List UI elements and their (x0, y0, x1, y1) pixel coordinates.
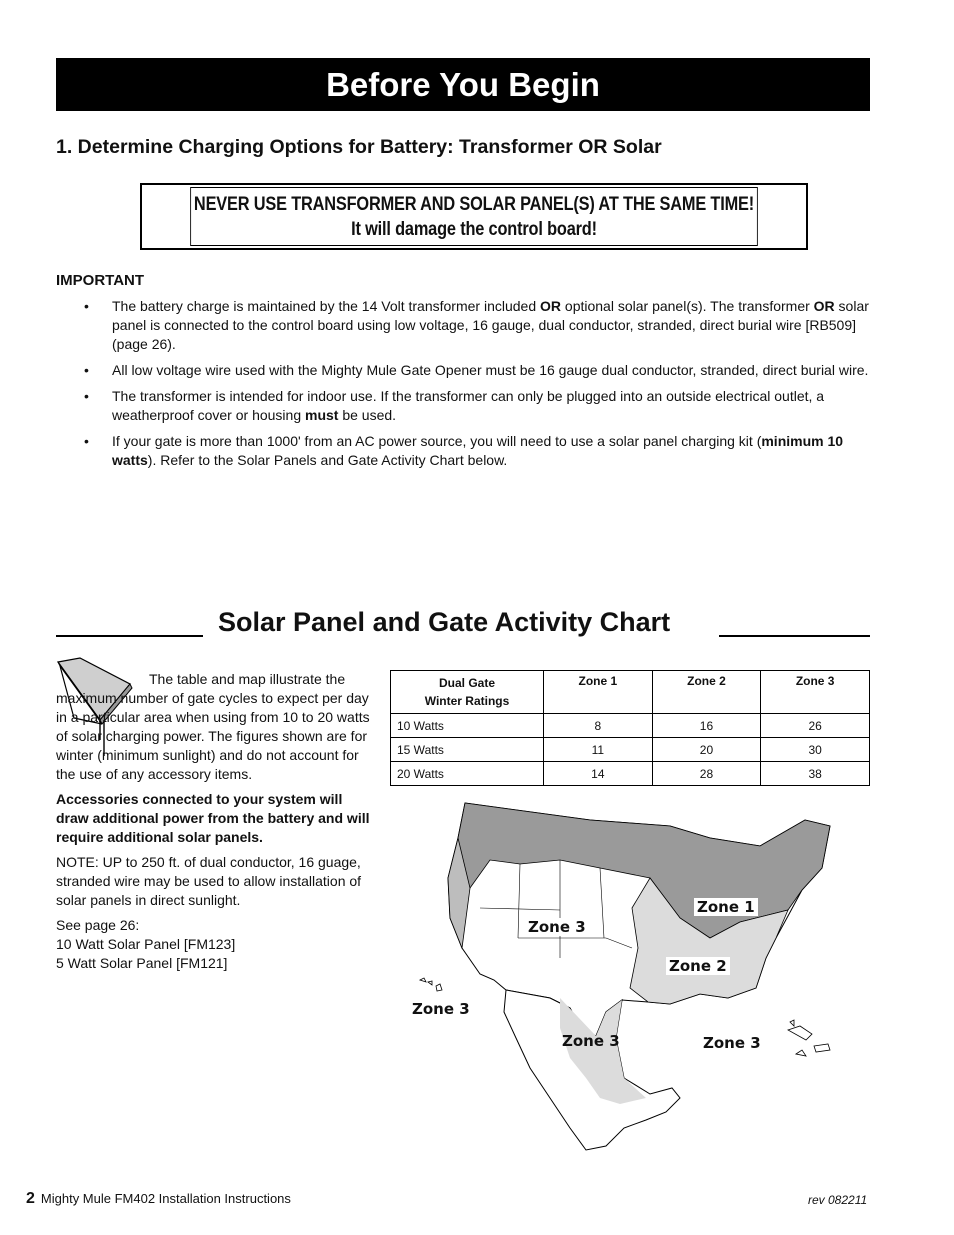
chart-description (56, 670, 374, 973)
divider (719, 635, 870, 637)
row-label: 20 Watts (391, 762, 544, 786)
footer-left (26, 1190, 291, 1208)
table-cell: 16 (652, 714, 761, 738)
chart-heading-text: Solar Panel and Gate Activity Chart (218, 607, 671, 637)
list-item: • The transformer is intended for indoor use. If the transformer can only be plugged into an outside electrical outlet, a weatherproof cover or housing must be used. (84, 388, 825, 423)
zone-3-label: Zone 3 (703, 1034, 761, 1052)
table-cell: 26 (761, 714, 870, 738)
table-cell: 30 (761, 738, 870, 762)
zone-3-label: Zone 3 (562, 1032, 620, 1050)
list-item: • If your gate is more than 1000' from an AC power source, you will need to use a solar panel charging kit (minimum 10 watts). Refer to the Solar Panels and Gate Activity Chart below. (84, 433, 844, 468)
important-label: IMPORTANT (56, 272, 145, 289)
row-label: 15 Watts (391, 738, 544, 762)
header-rating: Dual Gate Winter Ratings (391, 671, 544, 714)
zone-map (410, 798, 840, 1156)
accessories-note: Accessories connected to your system will draw additional power from the battery and will require additional solar panels. (56, 791, 370, 845)
important-list (56, 297, 876, 477)
revision: rev 082211 (808, 1193, 868, 1207)
table-header-row (391, 671, 870, 714)
row-label: 10 Watts (391, 714, 544, 738)
section-heading: 1. Determine Charging Options for Battery: Transformer OR Solar (56, 136, 662, 158)
list-item: • The battery charge is maintained by the 14 Volt transformer included OR optional solar panel(s). The transformer OR solar panel is connected to the control board using low voltage, 16 gauge, dual conductor, stranded, direct burial wire [RB509] (page 26). (84, 298, 869, 352)
zone-3-label: Zone 3 (525, 918, 589, 936)
header-zone-2: Zone 2 (652, 671, 761, 714)
page-number: 2 (26, 1190, 35, 1207)
header-zone-3: Zone 3 (761, 671, 870, 714)
warning-line-1: NEVER USE TRANSFORMER AND SOLAR PANEL(S) AT THE SAME TIME! (193, 193, 755, 215)
table-row (391, 762, 870, 786)
winter-ratings-table (390, 670, 870, 786)
zone-2-label: Zone 2 (666, 957, 730, 975)
zone-3-label: Zone 3 (412, 1000, 470, 1018)
table-cell: 28 (652, 762, 761, 786)
wire-note: NOTE: UP to 250 ft. of dual conductor, 16 guage, stranded wire may be used to allow installation of solar panels in direct sunlight. (56, 854, 362, 908)
table-cell: 14 (544, 762, 653, 786)
intro-text: The table and map illustrate the maximum number of gate cycles to expect per day in a particular area when using from 10 to 20 watts of solar charging power. The figures shown are for winter (minimum sunlight) and do not account for the use of any accessory items. (56, 671, 370, 782)
page-title-banner (56, 58, 870, 111)
doc-title: Mighty Mule FM402 Installation Instructions (40, 1191, 291, 1206)
table-cell: 11 (544, 738, 653, 762)
table-cell: 20 (652, 738, 761, 762)
list-item: • All low voltage wire used with the Mighty Mule Gate Opener must be 16 gauge dual conductor, stranded, direct burial wire. (84, 362, 869, 378)
warning-box (140, 183, 808, 250)
chart-section-heading (56, 605, 870, 641)
table-row (391, 738, 870, 762)
page-title: Before You Begin (326, 65, 600, 103)
table-cell: 38 (761, 762, 870, 786)
panel-5w: 5 Watt Solar Panel [FM121] (56, 955, 228, 971)
see-page: See page 26: (56, 917, 140, 933)
header-zone-1: Zone 1 (544, 671, 653, 714)
table-row (391, 714, 870, 738)
zone-1-label: Zone 1 (694, 898, 758, 916)
table-cell: 8 (544, 714, 653, 738)
divider (56, 635, 203, 637)
warning-line-2: It will damage the control board! (351, 218, 597, 240)
panel-10w: 10 Watt Solar Panel [FM123] (56, 936, 236, 952)
